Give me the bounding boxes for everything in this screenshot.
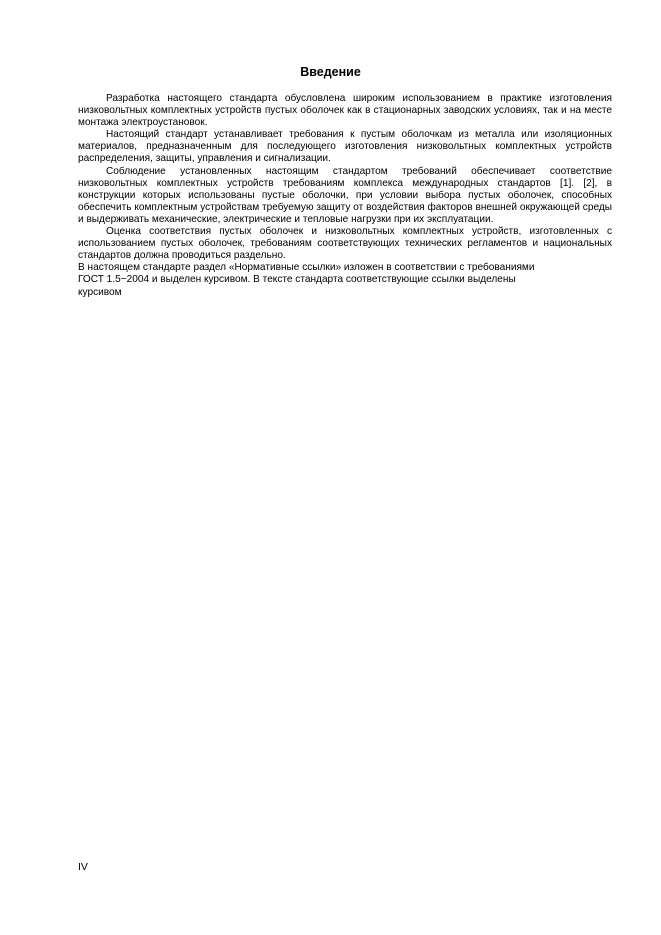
introduction-body	[78, 93, 612, 299]
paragraph-scope: Настоящий стандарт устанавливает требования к пустым оболочкам из металла или изоляционных материалов, предназначенным для последующего изготовления низковольтных комплектных устройств распределения, защиты, управления и сигнализации.	[78, 129, 612, 165]
paragraph-assessment: Оценка соответствия пустых оболочек и низковольтных комплектных устройств, изготовленных с использованием пустых оболочек, требованиям соответствующих технических регламентов и национальных стандартов должна проводиться раздельно.	[78, 226, 612, 262]
note-line-2: ГОСТ 1.5−2004 и выделен курсивом. В тексте стандарта соответствующие ссылки выделены	[78, 274, 516, 286]
page-number: IV	[78, 861, 88, 873]
section-title: Введение	[300, 65, 361, 79]
paragraph-compliance: Соблюдение установленных настоящим стандартом требований обеспечивает соответствие низковольтных комплектных устройств требованиям комплекса международных стандартов [1]. [2], в конструкции которых использованы пустые оболочки, при условии выбора пустых оболочек, способных обеспечить комплектным устройствам требуемую защиту от воздействия факторов внешней окружающей среды и выдерживать механические, электрические и тепловые нагрузки при их эксплуатации.	[78, 165, 612, 225]
paragraph-purpose: Разработка настоящего стандарта обусловлена широким использованием в практике изготовления низковольтных комплектных устройств пустых оболочек как в стационарных заводских условиях, так и на месте монтажа электроустановок.	[78, 93, 612, 129]
note-line-1: В настоящем стандарте раздел «Нормативные ссылки» изложен в соответствии с требованиями	[78, 262, 535, 274]
note-line-3: курсивом	[78, 286, 122, 298]
